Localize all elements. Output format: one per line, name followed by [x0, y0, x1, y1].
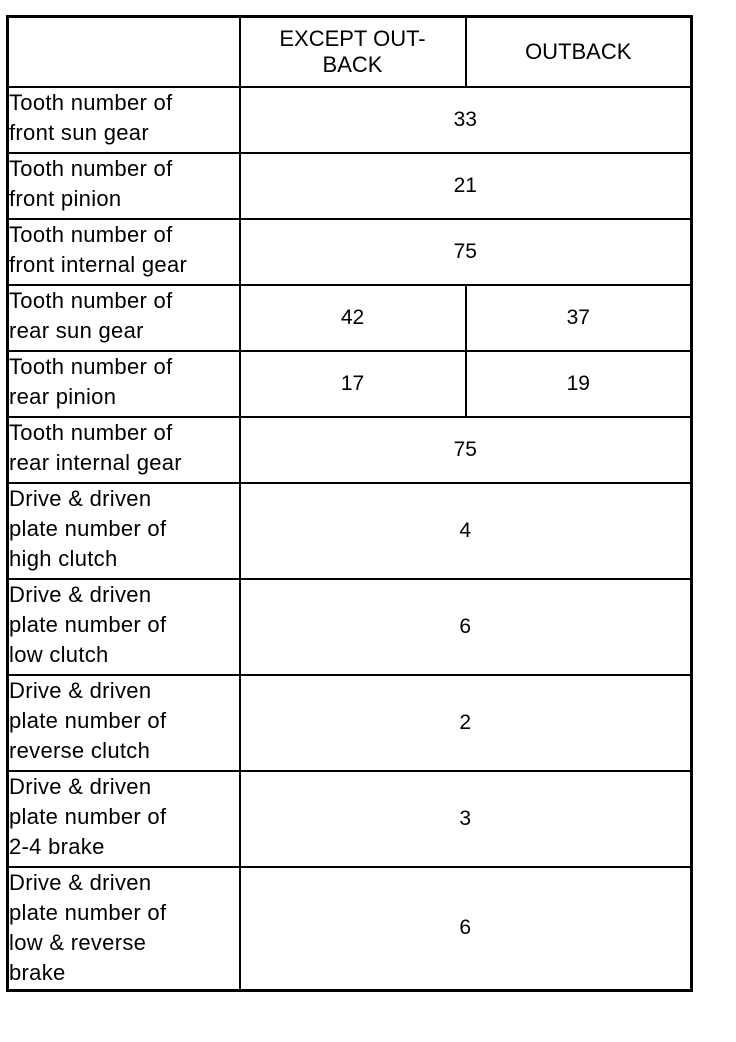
row-value: 33 — [240, 87, 692, 153]
row-value-except-outback: 17 — [240, 351, 466, 417]
table-row — [8, 153, 692, 219]
table-row — [8, 675, 692, 771]
row-label: Drive & driven plate number of 2-4 brake — [8, 771, 240, 867]
table-row — [8, 867, 692, 991]
table-row — [8, 579, 692, 675]
row-value: 21 — [240, 153, 692, 219]
table-row — [8, 219, 692, 285]
row-value: 6 — [240, 579, 692, 675]
row-label: Tooth number of rear internal gear — [8, 417, 240, 483]
row-label: Tooth number of front internal gear — [8, 219, 240, 285]
row-label: Tooth number of rear pinion — [8, 351, 240, 417]
row-label: Drive & driven plate number of reverse clutch — [8, 675, 240, 771]
row-value: 6 — [240, 867, 692, 991]
table-row — [8, 285, 692, 351]
row-value: 3 — [240, 771, 692, 867]
row-value: 75 — [240, 417, 692, 483]
table-row — [8, 351, 692, 417]
row-label: Tooth number of front pinion — [8, 153, 240, 219]
row-label: Tooth number of front sun gear — [8, 87, 240, 153]
table-row — [8, 417, 692, 483]
header-row — [8, 17, 692, 87]
row-label: Drive & driven plate number of low clutch — [8, 579, 240, 675]
row-label: Drive & driven plate number of low & reverse brake — [8, 867, 240, 991]
table-row — [8, 87, 692, 153]
table-row — [8, 771, 692, 867]
row-value-except-outback: 42 — [240, 285, 466, 351]
row-value: 75 — [240, 219, 692, 285]
header-except-outback: EXCEPT OUT- BACK — [240, 17, 466, 87]
table-row — [8, 483, 692, 579]
row-value-outback: 37 — [466, 285, 692, 351]
row-value: 2 — [240, 675, 692, 771]
row-value-outback: 19 — [466, 351, 692, 417]
row-value: 4 — [240, 483, 692, 579]
specification-table — [6, 15, 693, 992]
row-label: Drive & driven plate number of high clutch — [8, 483, 240, 579]
header-outback: OUTBACK — [466, 17, 692, 87]
row-label: Tooth number of rear sun gear — [8, 285, 240, 351]
header-blank-cell — [8, 17, 240, 87]
